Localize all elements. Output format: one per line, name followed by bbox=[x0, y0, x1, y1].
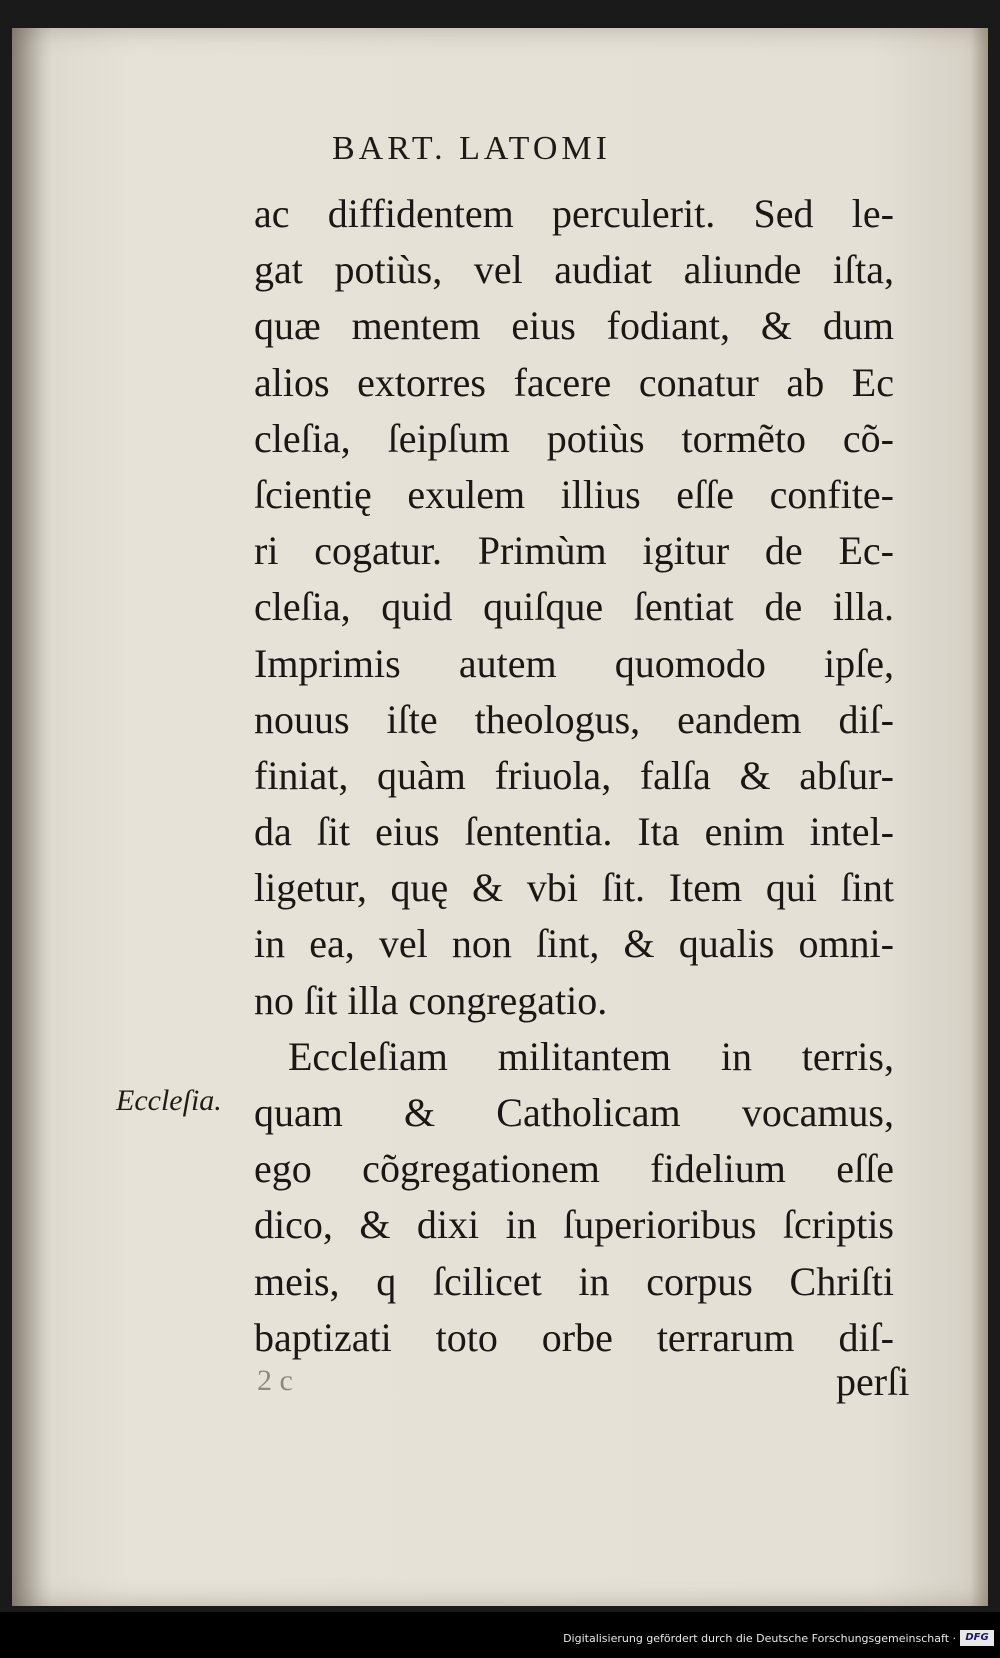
book-page bbox=[12, 28, 988, 1606]
running-head: BART. LATOMI bbox=[332, 130, 611, 167]
text-line: ac diffidentem perculerit. Sed le- bbox=[254, 191, 894, 236]
text-line: ligetur, quę & vbi ſit. Item qui ſint bbox=[254, 865, 894, 911]
text-line: cleſia, quid quiſque ſentiat de illa. bbox=[254, 584, 894, 630]
page-number: 2 c bbox=[257, 1364, 293, 1397]
text-line: meis, q ſcilicet in corpus Chriſti bbox=[254, 1258, 894, 1304]
marginal-note: Eccleſia. bbox=[116, 1084, 222, 1117]
text-line: alios extorres facere conatur ab Ec bbox=[254, 359, 894, 405]
text-line: Imprimis autem quomodo ipſe, bbox=[254, 640, 894, 686]
main-text-block bbox=[254, 186, 894, 1366]
text-line: no ſit illa congregatio. bbox=[254, 977, 608, 1023]
text-line: cleſia, ſeipſum potiùs tormẽto cõ- bbox=[254, 415, 894, 461]
text-line: quæ mentem eius fodiant, & dum bbox=[254, 303, 894, 349]
text-line: nouus iſte theologus, eandem diſ- bbox=[254, 696, 894, 742]
text-line: finiat, quàm friuola, falſa & abſur- bbox=[254, 752, 894, 798]
text-line: baptizati toto orbe terrarum diſ- bbox=[254, 1314, 894, 1360]
text-line: ri cogatur. Primùm igitur de Ec- bbox=[254, 528, 894, 574]
text-line: in ea, vel non ſint, & qualis omni- bbox=[254, 921, 894, 967]
text-line: gat potiùs, vel audiat aliunde iſta, bbox=[254, 247, 894, 293]
text-line: quam & Catholicam vocamus, bbox=[254, 1090, 894, 1135]
text-line: da ſit eius ſententia. Ita enim intel- bbox=[254, 809, 894, 855]
text-line: Eccleſiam militantem in terris, bbox=[288, 1033, 894, 1079]
dfg-logo-icon: DFG bbox=[960, 1630, 994, 1646]
text-line: ſcientię exulem illius eſſe confite- bbox=[254, 471, 894, 517]
text-line: dico, & dixi in ſuperioribus ſcriptis bbox=[254, 1202, 894, 1248]
catchword: perſi bbox=[836, 1359, 910, 1404]
text-line: ego cõgregationem fidelium eſſe bbox=[254, 1146, 894, 1192]
funding-credit: Digitalisierung gefördert durch die Deutsche Forschungsgemeinschaft · bbox=[563, 1632, 956, 1645]
